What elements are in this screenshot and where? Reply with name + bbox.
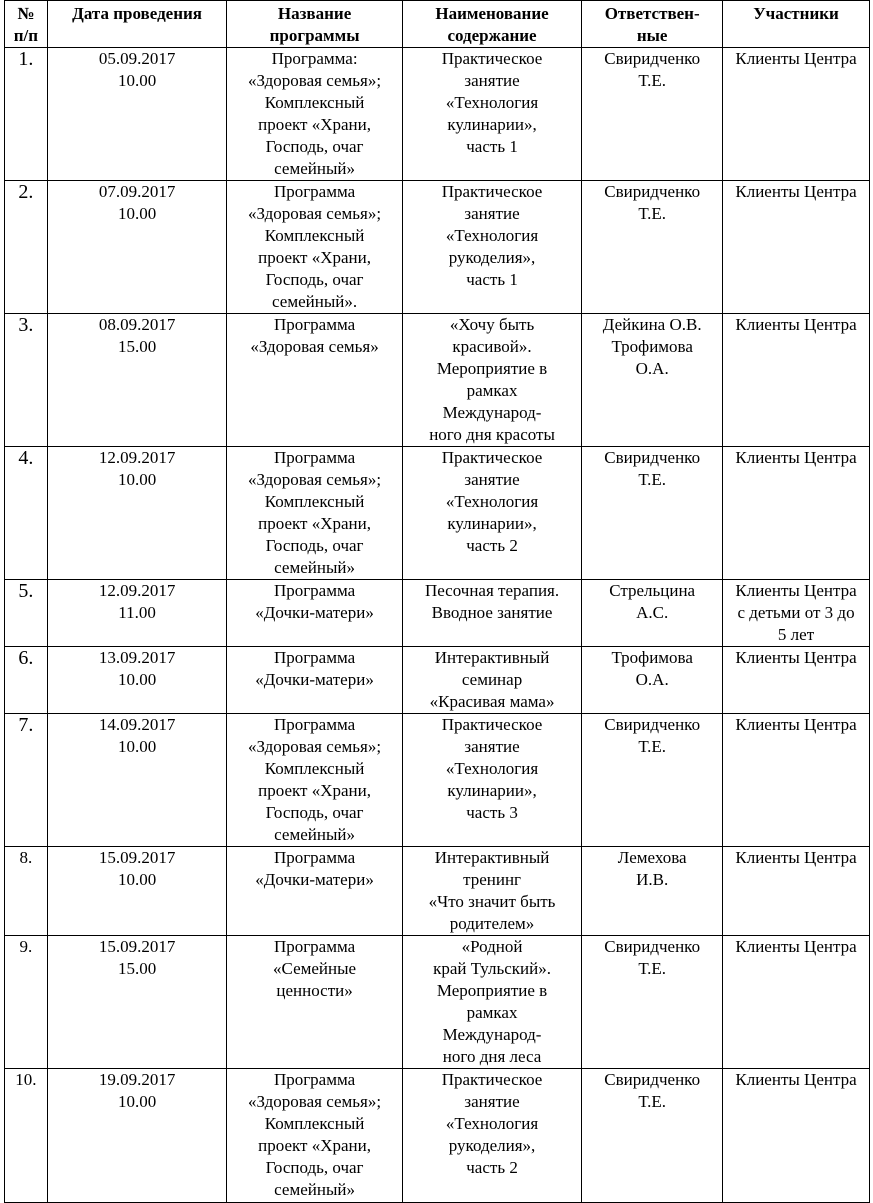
row-responsible: Лемехова И.В. — [582, 847, 723, 936]
row-content: Практическое занятие «Технология кулинарии», часть 2 — [402, 447, 582, 580]
events-table — [4, 0, 870, 1203]
row-date: 05.09.2017 10.00 — [47, 48, 227, 181]
row-responsible: Свиридченко Т.Е. — [582, 936, 723, 1069]
row-program: Программа «Здоровая семья»; Комплексный проект «Храни, Господь, очаг семейный» — [227, 447, 402, 580]
row-program: Программа «Здоровая семья»; Комплексный проект «Храни, Господь, очаг семейный» — [227, 714, 402, 847]
row-program: Программа «Дочки-матери» — [227, 647, 402, 714]
row-content: Практическое занятие «Технология рукоделия», часть 2 — [402, 1069, 582, 1203]
header-content: Наименование содержание — [402, 1, 582, 48]
table-row — [5, 447, 870, 580]
table-row — [5, 1069, 870, 1203]
row-program: Программа «Семейные ценности» — [227, 936, 402, 1069]
row-responsible: Стрельцина А.С. — [582, 580, 723, 647]
row-content: Песочная терапия. Вводное занятие — [402, 580, 582, 647]
row-date: 15.09.2017 15.00 — [47, 936, 227, 1069]
row-responsible: Свиридченко Т.Е. — [582, 714, 723, 847]
row-date: 19.09.2017 10.00 — [47, 1069, 227, 1203]
row-num: 6. — [5, 647, 48, 714]
row-program: Программа «Здоровая семья»; Комплексный проект «Храни, Господь, очаг семейный». — [227, 181, 402, 314]
row-num: 8. — [5, 847, 48, 936]
row-program: Программа: «Здоровая семья»; Комплексный проект «Храни, Господь, очаг семейный» — [227, 48, 402, 181]
row-participants: Клиенты Центра — [723, 48, 870, 181]
row-program: Программа «Здоровая семья»; Комплексный проект «Храни, Господь, очаг семейный» — [227, 1069, 402, 1203]
table-row — [5, 647, 870, 714]
header-row — [5, 1, 870, 48]
row-participants: Клиенты Центра — [723, 447, 870, 580]
table-row — [5, 314, 870, 447]
row-content: Интерактивный семинар «Красивая мама» — [402, 647, 582, 714]
table-row — [5, 48, 870, 181]
row-participants: Клиенты Центра с детьми от 3 до 5 лет — [723, 580, 870, 647]
row-participants: Клиенты Центра — [723, 314, 870, 447]
row-responsible: Свиридченко Т.Е. — [582, 1069, 723, 1203]
row-content: Интерактивный тренинг «Что значит быть родителем» — [402, 847, 582, 936]
header-date: Дата проведения — [47, 1, 227, 48]
row-responsible: Трофимова О.А. — [582, 647, 723, 714]
row-date: 08.09.2017 15.00 — [47, 314, 227, 447]
row-participants: Клиенты Центра — [723, 1069, 870, 1203]
row-responsible: Свиридченко Т.Е. — [582, 181, 723, 314]
row-participants: Клиенты Центра — [723, 847, 870, 936]
row-date: 14.09.2017 10.00 — [47, 714, 227, 847]
row-date: 12.09.2017 11.00 — [47, 580, 227, 647]
row-content: Практическое занятие «Технология кулинарии», часть 3 — [402, 714, 582, 847]
header-participants: Участники — [723, 1, 870, 48]
row-responsible: Свиридченко Т.Е. — [582, 447, 723, 580]
row-program: Программа «Здоровая семья» — [227, 314, 402, 447]
table-row — [5, 847, 870, 936]
row-program: Программа «Дочки-матери» — [227, 847, 402, 936]
row-participants: Клиенты Центра — [723, 181, 870, 314]
row-num: 4. — [5, 447, 48, 580]
row-num: 5. — [5, 580, 48, 647]
row-content: «Хочу быть красивой». Мероприятие в рамках Международ- ного дня красоты — [402, 314, 582, 447]
row-date: 15.09.2017 10.00 — [47, 847, 227, 936]
row-date: 13.09.2017 10.00 — [47, 647, 227, 714]
row-num: 3. — [5, 314, 48, 447]
row-participants: Клиенты Центра — [723, 714, 870, 847]
row-responsible: Свиридченко Т.Е. — [582, 48, 723, 181]
table-row — [5, 714, 870, 847]
table-row — [5, 181, 870, 314]
row-program: Программа «Дочки-матери» — [227, 580, 402, 647]
row-content: «Родной край Тульский». Мероприятие в рамках Международ- ного дня леса — [402, 936, 582, 1069]
header-num: № п/п — [5, 1, 48, 48]
row-num: 10. — [5, 1069, 48, 1203]
row-num: 1. — [5, 48, 48, 181]
row-responsible: Дейкина О.В. Трофимова О.А. — [582, 314, 723, 447]
header-responsible: Ответствен- ные — [582, 1, 723, 48]
row-date: 12.09.2017 10.00 — [47, 447, 227, 580]
row-content: Практическое занятие «Технология кулинарии», часть 1 — [402, 48, 582, 181]
row-participants: Клиенты Центра — [723, 647, 870, 714]
row-content: Практическое занятие «Технология рукоделия», часть 1 — [402, 181, 582, 314]
row-num: 7. — [5, 714, 48, 847]
header-program: Название программы — [227, 1, 402, 48]
table-row — [5, 936, 870, 1069]
table-row — [5, 580, 870, 647]
row-num: 9. — [5, 936, 48, 1069]
row-num: 2. — [5, 181, 48, 314]
row-date: 07.09.2017 10.00 — [47, 181, 227, 314]
row-participants: Клиенты Центра — [723, 936, 870, 1069]
